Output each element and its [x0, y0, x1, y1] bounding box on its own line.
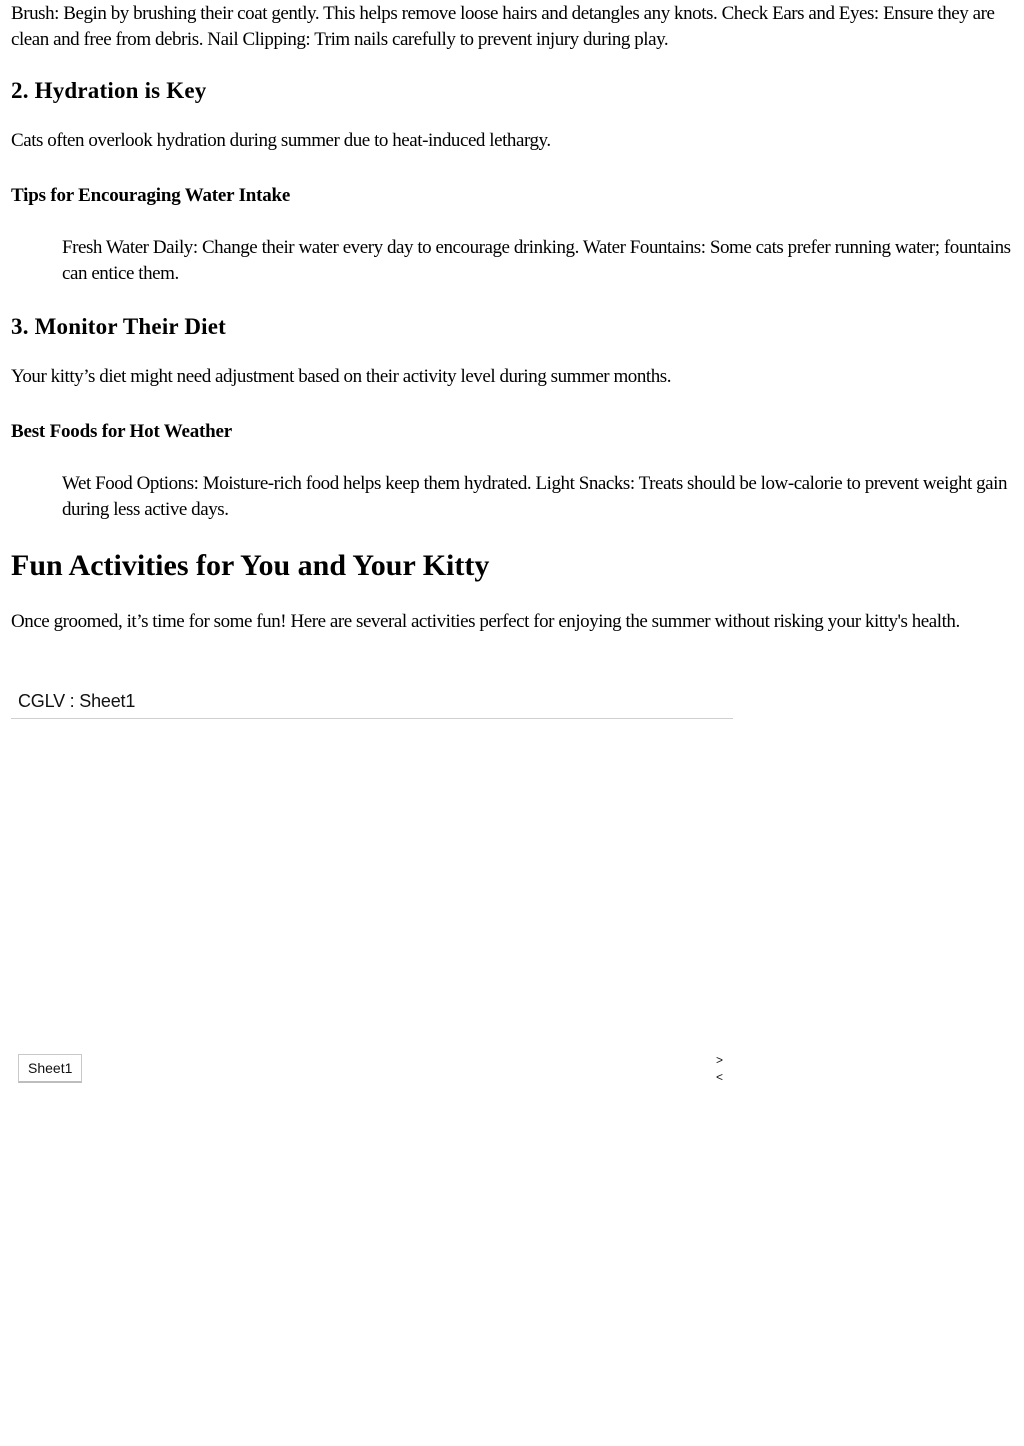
next-sheet-arrow[interactable]: > [716, 1053, 724, 1067]
embedded-sheet-viewer [11, 684, 733, 1084]
water-intake-tips: Fresh Water Daily: Change their water every day to encourage drinking. Water Fountains: Some cats prefer running water; fountains can entice them. [62, 237, 1011, 284]
sheet-title-divider [11, 718, 733, 719]
hydration-heading: 2. Hydration is Key [11, 78, 207, 103]
grooming-paragraph: Brush: Begin by brushing their coat gently. This helps remove loose hairs and detangles any knots. Check Ears and Eyes: Ensure they are clean and free from debris. Nail Clipping: Trim nails carefully to prevent injury during play. [11, 3, 995, 50]
hot-weather-foods-tips: Wet Food Options: Moisture-rich food helps keep them hydrated. Light Snacks: Treats should be low-calorie to prevent weight gain during less active days. [62, 473, 1008, 520]
hot-weather-foods-subheading: Best Foods for Hot Weather [11, 421, 233, 442]
prev-sheet-arrow[interactable]: < [716, 1070, 724, 1084]
sheet-tab-sheet1[interactable]: Sheet1 [18, 1054, 82, 1083]
sheet-title: CGLV : Sheet1 [18, 691, 136, 711]
activities-heading: Fun Activities for You and Your Kitty [11, 549, 490, 582]
diet-paragraph: Your kitty’s diet might need adjustment based on their activity level during summer months. [11, 366, 672, 387]
hydration-paragraph: Cats often overlook hydration during summer due to heat-induced lethargy. [11, 130, 551, 151]
diet-heading: 3. Monitor Their Diet [11, 314, 227, 339]
water-intake-subheading: Tips for Encouraging Water Intake [11, 185, 291, 206]
activities-paragraph: Once groomed, it’s time for some fun! Here are several activities perfect for enjoying the summer without risking your kitty's health. [11, 611, 960, 632]
